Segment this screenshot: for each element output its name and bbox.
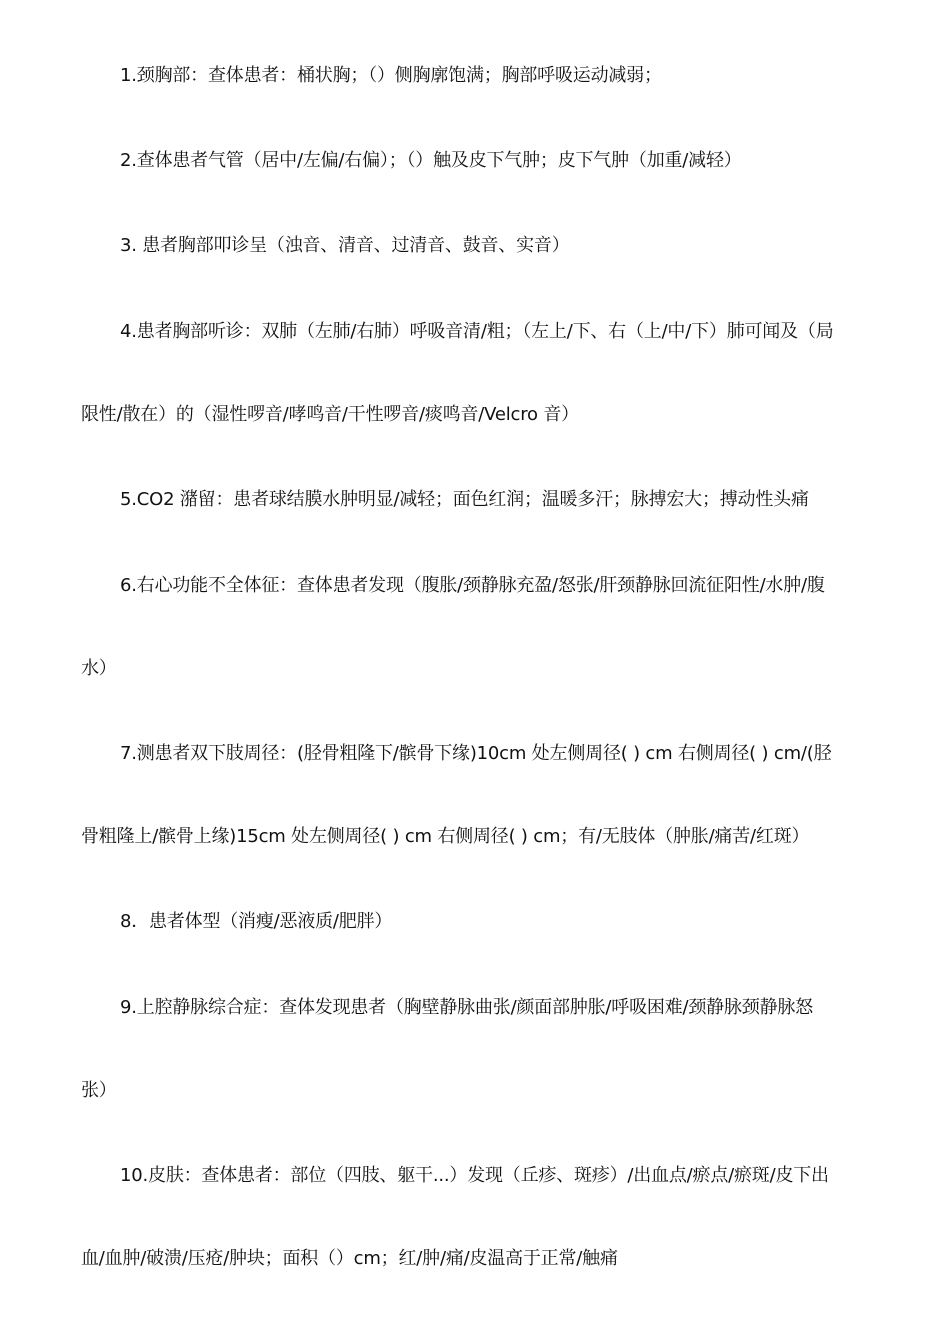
item-1-neck-chest: 1.颈胸部：查体患者：桶状胸；（）侧胸廓饱满；胸部呼吸运动减弱；	[120, 65, 662, 86]
item-6-right-heart-continued: 水）	[81, 658, 117, 679]
item-2-trachea: 2.查体患者气管（居中/左偏/右偏）；（）触及皮下气肿；皮下气肿（加重/减轻）	[120, 150, 742, 171]
item-4-auscultation: 4.患者胸部听诊：双肺（左肺/右肺）呼吸音清/粗；（左上/下、右（上/中/下）肺可闻及（局	[120, 321, 834, 342]
item-5-co2-retention: 5.CO2 潴留：患者球结膜水肿明显/减轻；面色红润；温暖多汗；脉搏宏大；搏动性头痛	[120, 489, 809, 510]
item-4-auscultation-continued: 限性/散在）的（湿性啰音/哮鸣音/干性啰音/痰鸣音/Velcro 音）	[81, 404, 579, 425]
item-10-skin: 10.皮肤：查体患者：部位（四肢、躯干...）发现（丘疹、斑疹）/出血点/瘀点/瘀斑/皮下出	[120, 1165, 829, 1186]
item-7-leg-circumference: 7.测患者双下肢周径：(胫骨粗隆下/髌骨下缘)10cm 处左侧周径( ) cm 右侧周径( ) cm/(胫	[120, 743, 832, 764]
item-9-svc-syndrome-continued: 张）	[81, 1080, 117, 1101]
item-10-skin-continued: 血/血肿/破溃/压疮/肿块；面积（）cm；红/肿/痛/皮温高于正常/触痛	[81, 1248, 618, 1269]
item-7-leg-circumference-continued: 骨粗隆上/髌骨上缘)15cm 处左侧周径( ) cm 右侧周径( ) cm；有/无肢体（肿胀/痛苦/红斑）	[81, 826, 810, 847]
item-3-percussion: 3. 患者胸部叩诊呈（浊音、清音、过清音、鼓音、实音）	[120, 235, 570, 256]
item-8-body-type: 8．患者体型（消瘦/恶液质/肥胖）	[120, 911, 393, 932]
item-9-svc-syndrome: 9.上腔静脉综合症：查体发现患者（胸壁静脉曲张/颜面部肿胀/呼吸困难/颈静脉颈静脉怒	[120, 997, 813, 1018]
item-6-right-heart: 6.右心功能不全体征：查体患者发现（腹胀/颈静脉充盈/怒张/肝颈静脉回流征阳性/水肿/腹	[120, 575, 825, 596]
